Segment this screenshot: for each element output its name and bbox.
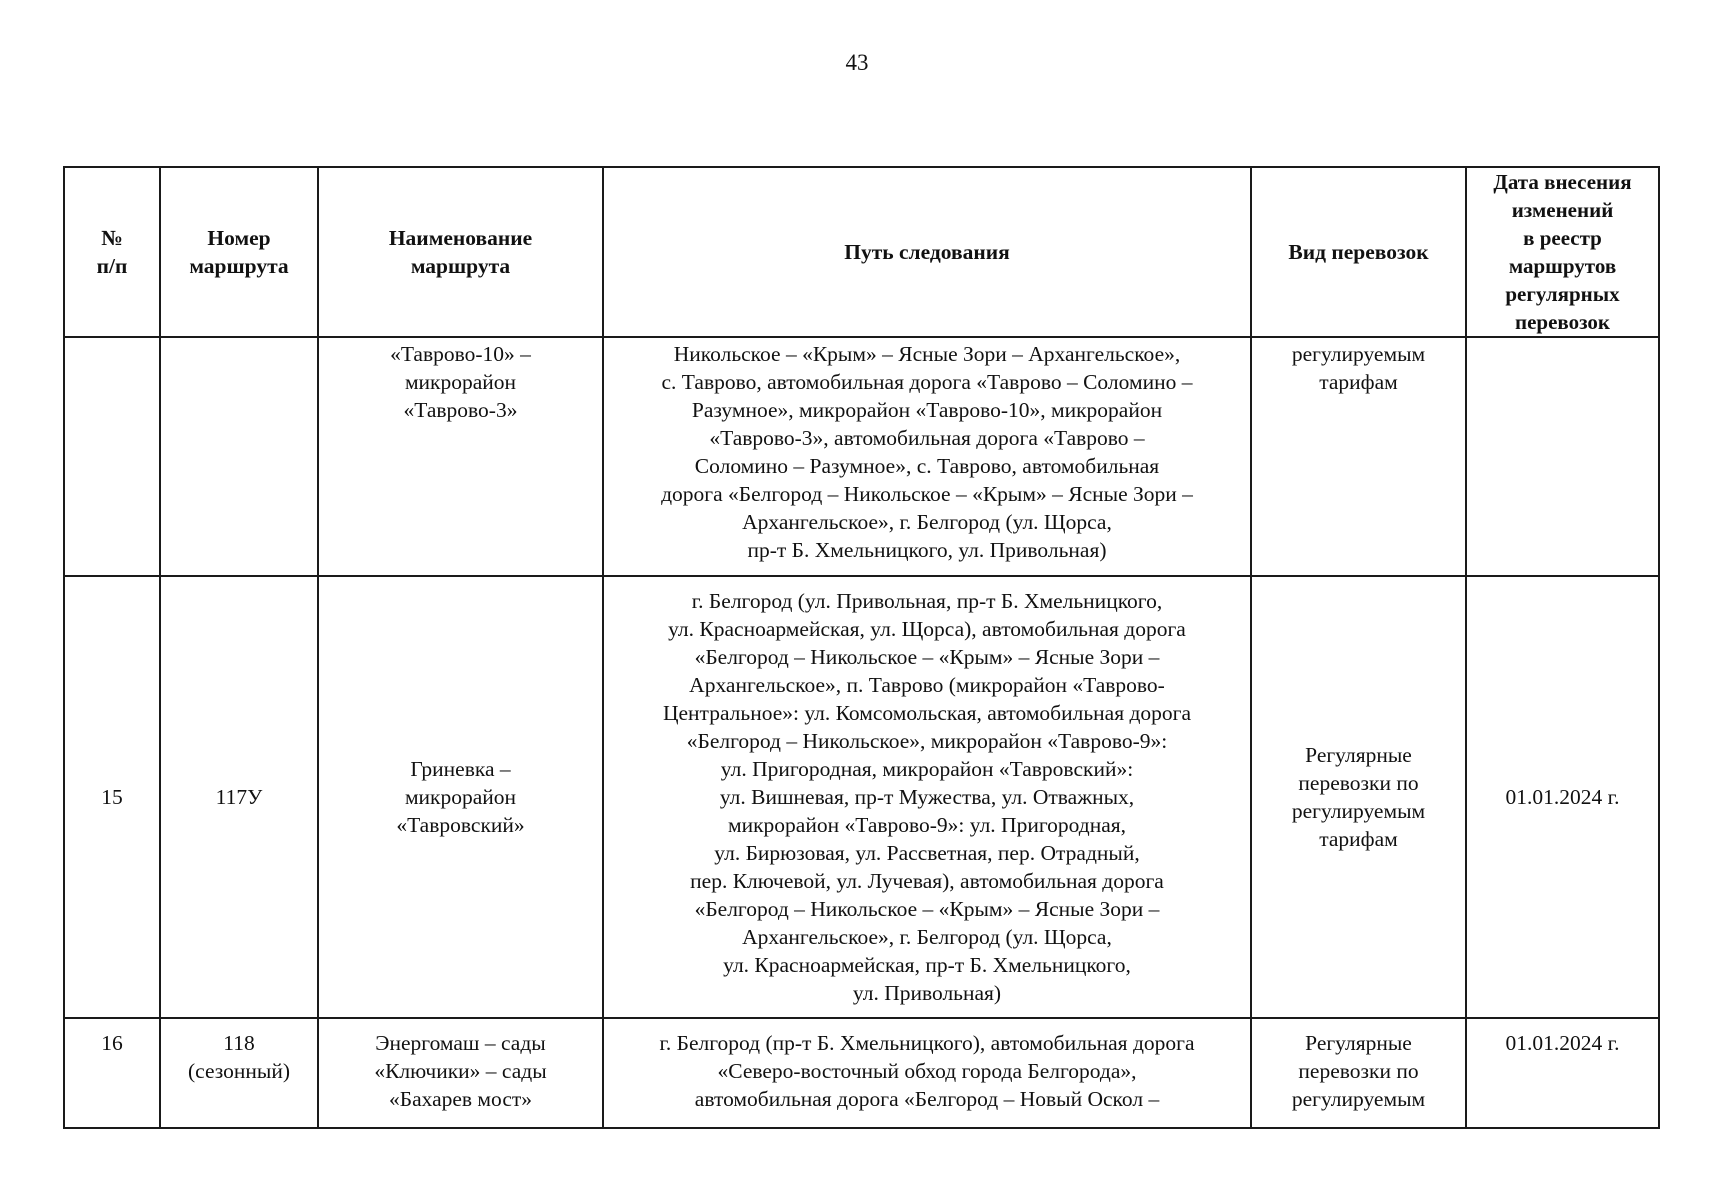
- routes-registry-table: [63, 166, 1660, 1129]
- cell-route-name-text: «Таврово-10» – микрорайон «Таврово-3»: [390, 342, 531, 422]
- cell-date-changed: [1466, 576, 1659, 1018]
- cell-transport-type-text: Регулярные перевозки по регулируемым: [1291, 1031, 1426, 1111]
- cell-date-changed-text: 01.01.2024 г.: [1505, 785, 1620, 809]
- cell-path: [603, 337, 1251, 576]
- cell-route-number: [160, 576, 318, 1018]
- header-transport-type-text: Вид перевозок: [1288, 240, 1429, 264]
- cell-transport-type-text: регулируемым тарифам: [1291, 342, 1426, 394]
- cell-transport-type: [1251, 576, 1466, 1018]
- cell-num-text: 15: [101, 785, 123, 809]
- header-route-number: [160, 167, 318, 337]
- cell-date-changed-text: 01.01.2024 г.: [1505, 1031, 1620, 1055]
- table-row: [64, 337, 1659, 576]
- cell-route-name-text: Гриневка – микрорайон «Тавровский»: [396, 757, 525, 837]
- header-transport-type: [1251, 167, 1466, 337]
- cell-path-text: г. Белгород (ул. Привольная, пр-т Б. Хмельницкого, ул. Красноармейская, ул. Щорса), автомобильная дорога «Белгород – Никольское – «Крым» – Ясные Зори – Архангельское», п. Таврово (микрорайон «Таврово- Центральное»: ул. Комсомольская, автомобильная дорога «Белгород – Никольское», микрорайон «Таврово-9»: ул. Пригородная, микрорайон «Тавровский»: ул. Вишневая, пр-т Мужества, ул. Отважных, микрорайон «Таврово-9»: ул. Пригородная, ул. Бирюзовая, ул. Рассветная, пер. Отрадный, пер. Ключевой, ул. Лучевая), автомобильная дорога «Белгород – Никольское – «Крым» – Ясные Зори – Архангельское», г. Белгород (ул. Щорса, ул. Красноармейская, пр-т Б. Хмельницкого, ул. Привольная): [662, 589, 1192, 1005]
- header-path: [603, 167, 1251, 337]
- cell-route-number-text: 118 (сезонный): [187, 1031, 290, 1083]
- cell-transport-type: [1251, 1018, 1466, 1128]
- table-row: [64, 1018, 1659, 1128]
- cell-path: [603, 576, 1251, 1018]
- cell-date-changed: [1466, 1018, 1659, 1128]
- table-body: [64, 337, 1659, 1128]
- cell-num-text: 16: [101, 1031, 123, 1055]
- page-number: 43: [845, 50, 869, 75]
- cell-route-name-text: Энергомаш – сады «Ключики» – сады «Бахарев мост»: [374, 1031, 547, 1111]
- cell-num: [64, 337, 160, 576]
- header-row: [64, 167, 1659, 337]
- cell-path: [603, 1018, 1251, 1128]
- cell-num: [64, 576, 160, 1018]
- header-num-text: № п/п: [96, 226, 128, 278]
- table-row: [64, 576, 1659, 1018]
- cell-date-changed: [1466, 337, 1659, 576]
- header-date-changed: [1466, 167, 1659, 337]
- header-num: [64, 167, 160, 337]
- cell-route-name: [318, 337, 603, 576]
- cell-path-text: Никольское – «Крым» – Ясные Зори – Архангельское», с. Таврово, автомобильная дорога «Таврово – Соломино – Разумное», микрорайон «Таврово-10», микрорайон «Таврово-3», автомобильная дорога «Таврово – Соломино – Разумное», с. Таврово, автомобильная дорога «Белгород – Никольское – «Крым» – Ясные Зори – Архангельское», г. Белгород (ул. Щорса, пр-т Б. Хмельницкого, ул. Привольная): [661, 342, 1193, 562]
- cell-route-name: [318, 1018, 603, 1128]
- header-route-name-text: Наименование маршрута: [388, 226, 533, 278]
- cell-route-number: [160, 337, 318, 576]
- cell-path-text: г. Белгород (пр-т Б. Хмельницкого), автомобильная дорога «Северо-восточный обход города Белгорода», автомобильная дорога «Белгород – Новый Оскол –: [659, 1031, 1195, 1111]
- header-path-text: Путь следования: [844, 240, 1010, 264]
- cell-route-number: [160, 1018, 318, 1128]
- cell-route-name: [318, 576, 603, 1018]
- cell-route-number-text: 117У: [215, 785, 263, 809]
- header-route-name: [318, 167, 603, 337]
- cell-transport-type: [1251, 337, 1466, 576]
- table-header: [64, 167, 1659, 337]
- cell-transport-type-text: Регулярные перевозки по регулируемым тарифам: [1291, 743, 1426, 851]
- cell-num: [64, 1018, 160, 1128]
- header-date-changed-text: Дата внесения изменений в реестр маршрутов регулярных перевозок: [1493, 170, 1632, 334]
- header-route-number-text: Номер маршрута: [189, 226, 289, 278]
